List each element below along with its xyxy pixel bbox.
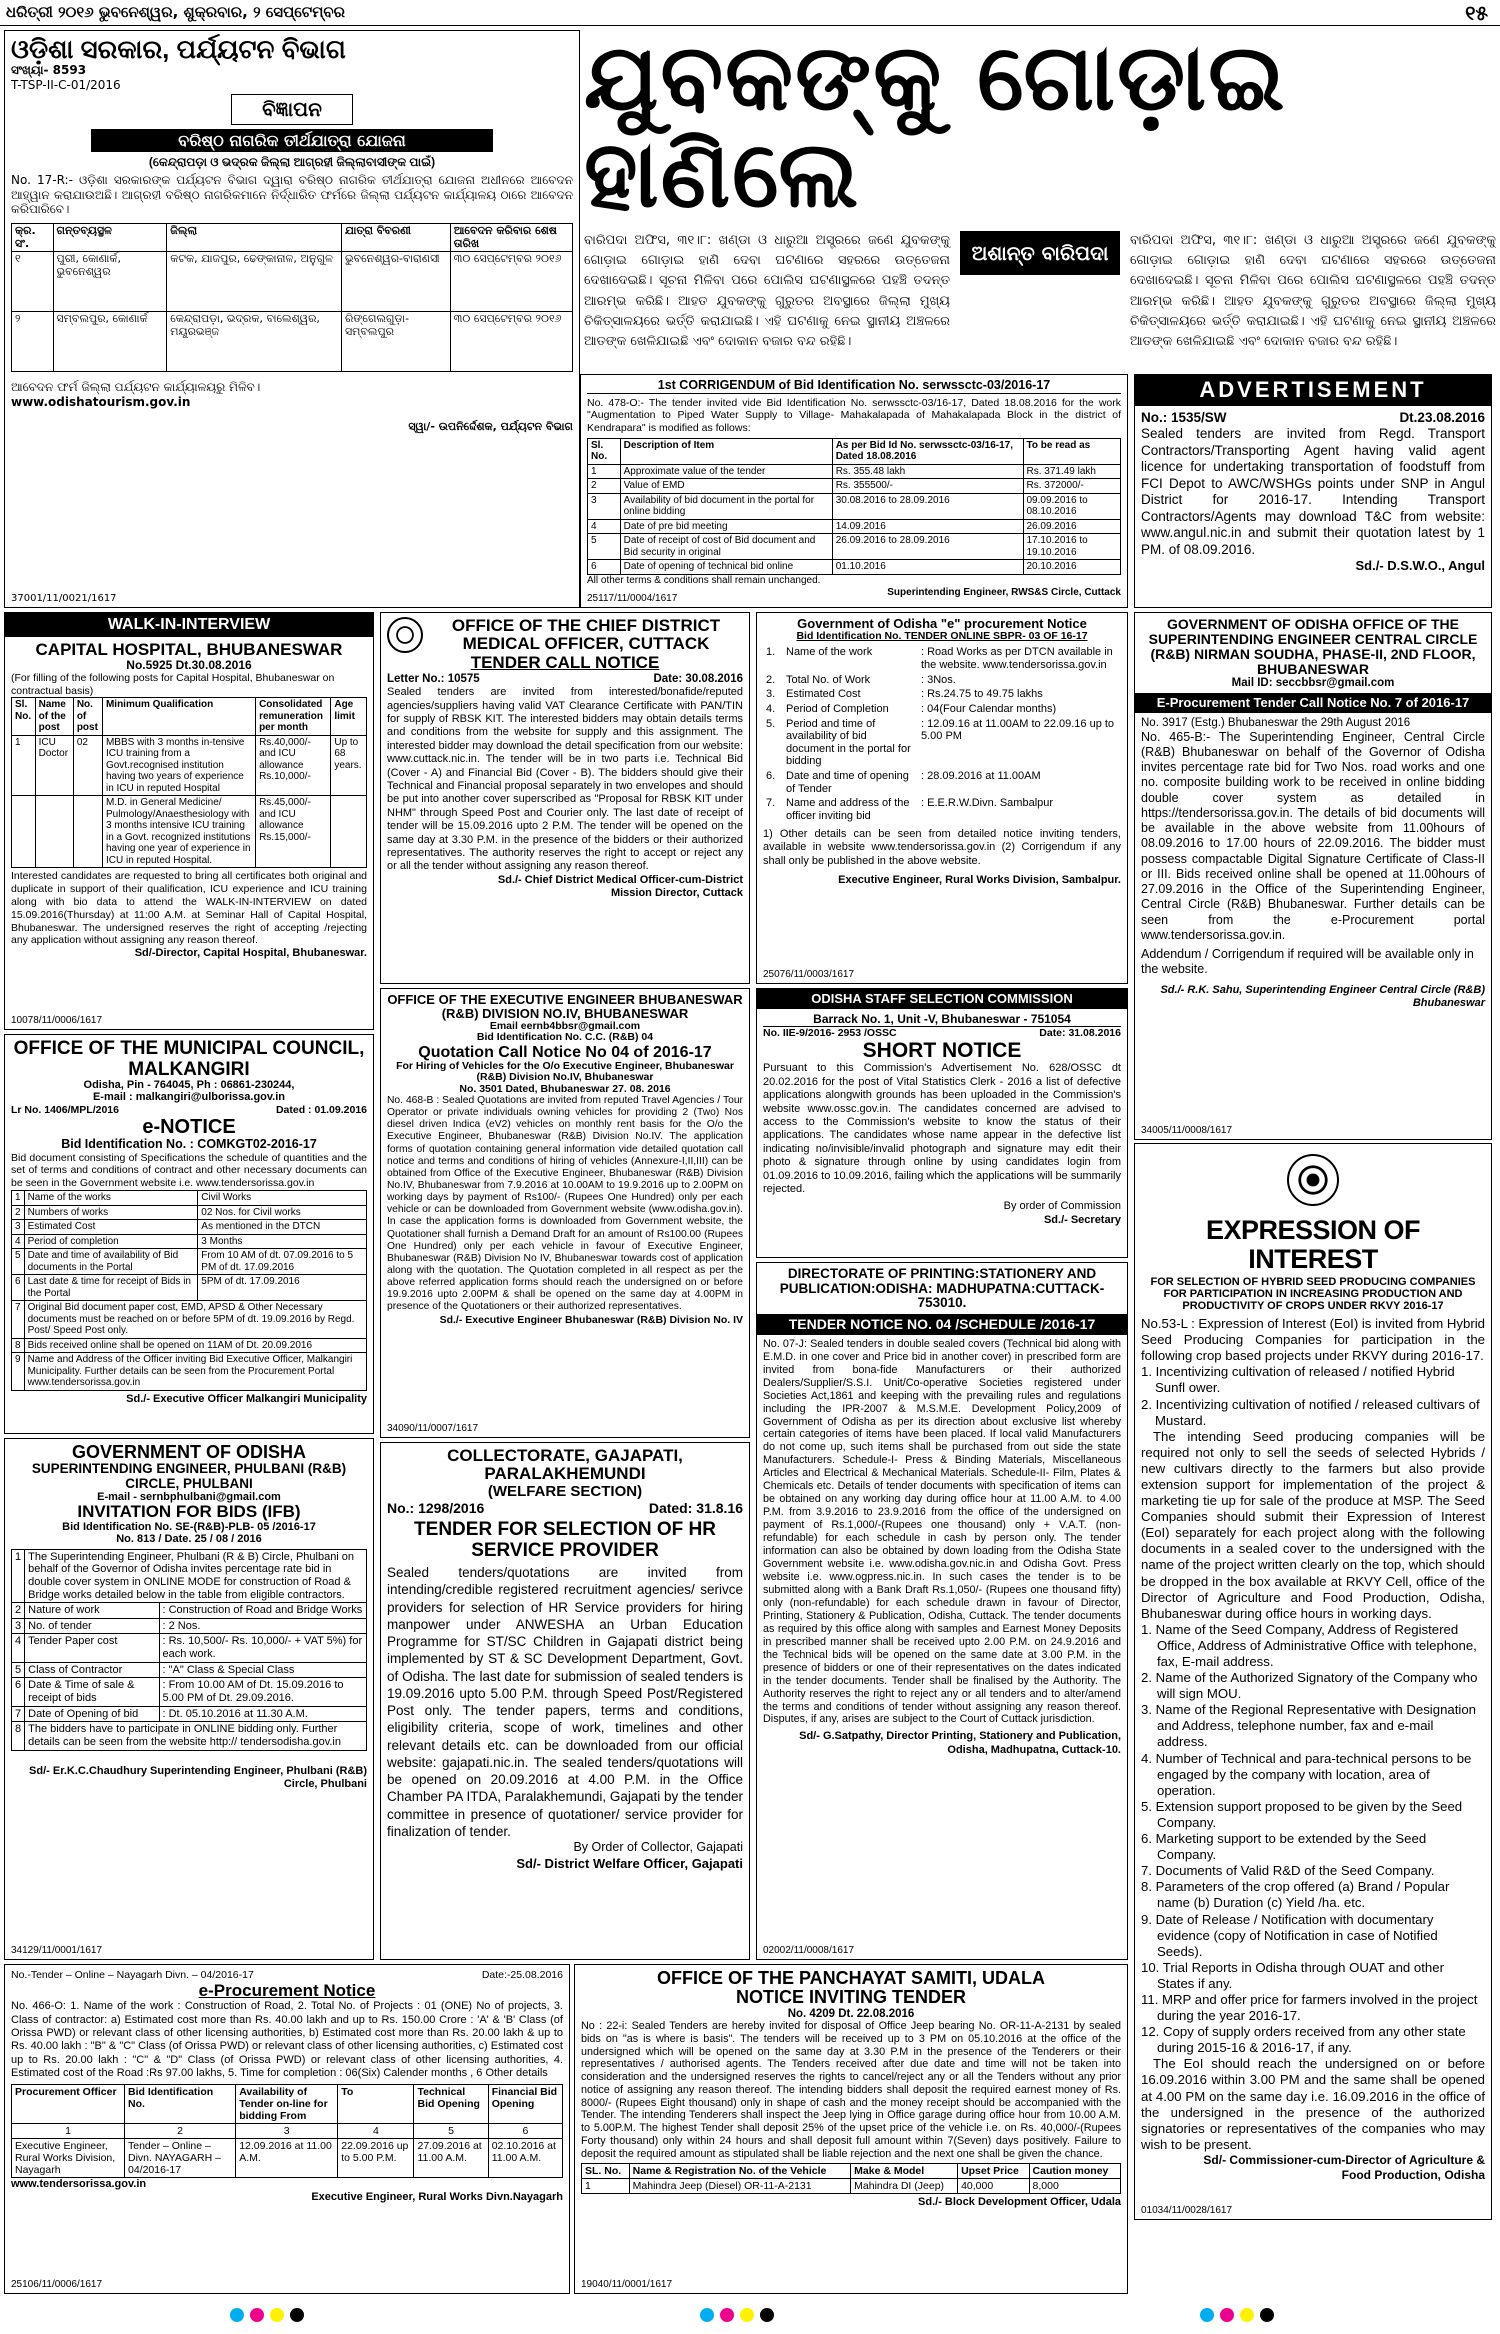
ref-code: 02002/11/0008/1617 — [763, 1944, 855, 1956]
eoi-sub: FOR SELECTION OF HYBRID SEED PRODUCING COMPANIES FOR PARTICIPATION IN INCREASING PRODUCTION AND PRODUCTIVITY OF CROPS UNDER RKVY 2016-17 — [1150, 1276, 1476, 1313]
col-head: Make & Model — [851, 2164, 958, 2179]
corrigendum-body: No. 478-O:- The tender invited vide Bid Identification No. serwssctc-03/16-17, Dated 18.08.2016 for the work "Augmentation to Piped Water Supply to Village- Mahakalapada of Mahakalapada Block in the district of Kendrapara" is modified as follows: — [587, 396, 1121, 435]
list-item: 4. Period of Completion : 04(Four Calendar months) — [766, 702, 1057, 715]
printing-body: No. 07-J: Sealed tenders in double sealed covers (Technical bid along with E.M.D. in one cover and Price bid in another cover) in prescribed form are invited from bona-fide Manufacturers or their authorized Dealers/Supplier/S.S.I. Unit/Co-operative Societies registered under Societies Act,1861 and keeping with the prevailing rules and regulations including the IPR-2007 & M.S.M.E. Development Policy,2009 of Government of Odisha as per its direction about exclusive list whereby certain categories of items have been placed. If local valid Manufacturers do not come up, such items shall be purchased from out side the state Manufacturers. Schedule-I- Press & Binding Materials, Miscellaneous Articles and Electrical & Mechanical Materials. Schedule-II- Film, Plates & Chemicals etc. Details of tender documents with specification of items can be obtained on any working day during office hour at 11.00 A.M. to 4.00 P.M. from 3.9.2016 to 23.9.2016 from the office of the undersigned on payment of Rs.1,000/-(Rupees one thousand) only + V.A.T. (non-refundable) for each schedule in cash by person only. The tender information can also be obtained by down loading from the Odisha State Government website i.e. www.odisha.gov.nic.in and Odisha Govt. Press website i.e. www.ogpress.nic.in. In such cases the tender is to be submitted along with a Bank Draft Rs.1,050/- (Rupees one thousand fifty) only (non-refundable) for each schedule drawn in favour of Director, Printing, Stationery & Publication, Odisha, Cuttack. The tender documents as required by this office along with samples and Earnest Money Deposits in prescribed manner shall be received upto 2.00 P.M. on 24.9.2016 and the Technical bids will be opened on the same date at 3.00 P.M. in the presence of bidders or one of their representatives on the dates indicated in the tender documents. Tender shall be finalised by the Authority. The Authority reserves the right to reject any or all tenders and to alter/amend the terms and conditions of tender without assigning any reason thereof. Disputes, if any, arises are subject to the Court of Cuttack jurisdiction. — [763, 1337, 1121, 1726]
table-row: 6 Date & Time of sale & receipt of bids : From 10.00 AM of Dt. 15.09.2016 to 5.00 PM of Dt. 29.09.2016. — [12, 1678, 367, 1706]
table-row: 5 Class of Contractor : "A" Class & Special Class — [12, 1662, 367, 1678]
gajapati-date: Dated: 31.8.16 — [648, 1499, 743, 1516]
table-row: 1 The Superintending Engineer, Phulbani (R & B) Circle, Phulbani on behalf of the Governor of Odisha invites percentage rate bid in double cover system in ONLINE MODE for construction of Road & Bridge works detailed below in the table from eligible contractors. — [12, 1549, 367, 1603]
sbpr-sub: Bid Identification No. TENDER ONLINE SBPR- 03 OF 16-17 — [796, 630, 1088, 643]
print-registration-strip — [0, 2296, 1500, 2334]
udala-sub: NOTICE INVITING TENDER — [735, 1987, 966, 2008]
list-item: 11. MRP and offer price for farmers involved in the project during the year 2016-17. — [1141, 1991, 1478, 2024]
nayagarh-date: Date:-25.08.2016 — [481, 1969, 563, 1981]
rnb-title: GOVERNMENT OF ODISHA OFFICE OF THE SUPERINTENDING ENGINEER CENTRAL CIRCLE (R&B) NIRMAN SOUDHA, PHASE-II, 2ND FLOOR, BHUBANESWAR — [1148, 616, 1478, 678]
col-head: କ୍ର. ସଂ. — [12, 224, 54, 252]
eoi-sign: Sd/- Commissioner-cum-Director of Agriculture & Food Production, Odisha — [1203, 2152, 1485, 2182]
corrigendum-sign: Superintending Engineer, RWS&S Circle, Cuttack — [887, 587, 1121, 599]
ref-code: 25106/11/0006/1617 — [11, 2278, 103, 2290]
capital-note: (For filling of the following posts for Capital Hospital, Bhubaneswar on contractual basis) — [11, 671, 335, 697]
table-row: 8 Bids received online shall be opened on 11AM of Dt. 20.09.2016 — [12, 1338, 367, 1353]
nayagarh-table: Procurement Officer Bid Identification No. Availability of Tender on-line for bidding From To Technical Bid Opening Financial Bid Opening 1 2 3 4 5 6 Executive Engineer, Rural Works Division, Nayagarh Tender – Online – Divn. NAYAGARH – 04/2016-17 12.09.2016 at 11.00 A.M. 22.09.2016 up to 5.00 P.M. 27.09.2016 at 11.00 A.M. 02.10.2016 at 11.00 A.M. — [11, 2084, 563, 2178]
ref-code: 34090/11/0007/1617 — [387, 1422, 479, 1434]
col-head: Availability of Tender on-line for bidding From — [236, 2084, 338, 2123]
gajapati-sign: Sd/- District Welfare Officer, Gajapati — [516, 1855, 743, 1871]
corrigendum-title: 1st CORRIGENDUM of Bid Identification No. serwssctc-03/2016-17 — [587, 379, 1121, 394]
news-body-1: ବାରିପଦା ଅଫିସ, ୩୧।୮: ଖଣ୍ଡା ଓ ଧାରୁଆ ଅସ୍ତ୍ରରେ ଜଣେ ଯୁବକଙ୍କୁ ଗୋଡ଼ାଇ ଗୋଡ଼ାଇ ହାଣି ଦେବା ଘଟଣାରେ ସହରରେ ଉତ୍ତେଜନା ଦେଖାଦେଇଛି। ସୂଚନା ମିଳିବା ପରେ ପୋଲିସ ଘଟଣାସ୍ଥଳରେ ପହଞ୍ଚି ତଦନ୍ତ ଆରମ୍ଭ କରିଛି। ଆହତ ଯୁବକଙ୍କୁ ଗୁରୁତର ଅବସ୍ଥାରେ ଜିଲ୍ଲା ମୁଖ୍ୟ ଚିକିତ୍ସାଳୟରେ ଭର୍ତ୍ତି କରାଯାଇଛି। ଏହି ଘଟଣାକୁ ନେଇ ସ୍ଥାନୀୟ ଅଞ୍ଚଳରେ ଆତଙ୍କ ଖେଳିଯାଇଛି ଏବଂ ଦୋକାନ ବଜାର ବନ୍ଦ ରହିଛି। — [584, 233, 950, 349]
tourism-title: ଓଡ଼ିଶା ସରକାର, ପର୍ଯ୍ୟଟନ ବିଭାଗ — [11, 34, 346, 64]
col-head: Bid Identification No. — [124, 2084, 235, 2123]
ref-code: 25117/11/0004/1617 — [587, 592, 678, 604]
corrigendum-note: All other terms & conditions shall remain unchanged. — [587, 574, 821, 586]
emblem-icon — [387, 617, 423, 653]
cyan-dot — [230, 2308, 244, 2322]
masthead-date: ଧରିତ୍ରୀ ୨୦୧୬ ଭୁବନେଶ୍ୱର, ଶୁକ୍ରବାର, ୨ ସେପ୍ଟେମ୍ବର — [6, 3, 346, 21]
page-number: ୧୫ — [1465, 1, 1488, 25]
ref-code: 19040/11/0001/1617 — [581, 2278, 673, 2290]
table-row: 2 Value of EMD Rs. 355500/- Rs. 372000/- — [588, 479, 1121, 494]
list-item: 2. Incentivizing cultivation of notified / released cultivars of Mustard. — [1141, 1396, 1480, 1428]
ossc-sign1: By order of Commission — [1003, 1200, 1121, 1213]
tourism-notice — [4, 30, 580, 608]
angul-body: Sealed tenders are invited from Regd. Transport Contractors/Transporting Agent having valid agent licence for undertaking transportation of foodstuff from FCI Depot to AWC/WSHGs points under SNP in Angul District for 2016-17. Intending Transport Contractors/Agents may download T&C from website: www.angul.nic.in and submit their quotation latest by 1 PM. of 08.09.2016. — [1141, 426, 1485, 557]
list-item: 6. Marketing support to be extended by the Seed Company. — [1141, 1831, 1427, 1863]
table-row: 1 Mahindra Jeep (Diesel) OR-11-A-2131 Mahindra DI (Jeep) 40,000 8,000 — [582, 2179, 1121, 2194]
ossc-no: No. IIE-9/2016- 2953 /OSSC — [763, 1026, 897, 1039]
udala-sign: Sd./- Block Development Officer, Udala — [918, 2196, 1121, 2209]
rnb4-body: No. 468-B : Sealed Quotations are invited from reputed Travel Agencies / Tour Operator or private individuals owning vehicles for providing 2 (Two) Nos diesel driven Indica (eV2) vehicles on monthly rent basis for the O/o the Executive Engineer, Bhubaneswar (R&B) Division No.IV. The application forms of quotation containing general information vide detailed quotation call notice and terms and conditions of hiring of vehicles (Annexure-I,II,III) can be obtained from Office of the Executive Engineer, Bhubaneswar (R&B) Division No.IV, Bhubaneswar from 7.9.2016 at 10.00AM to 19.9.2016 up to 2.00PM on working days by payment of Rs100/- (Rupees One Hundred) only per each vehicle or can be downloaded from Government website (www.odisha.gov.in). In case the application forms is downloaded from Government website, the Quotationer shall furnish a Demand Draft for an amount of Rs100.00 (Rupees One Hundred) only per each vehicle in favour of Executive Engineer, Bhubaneswar (R&B) Division No IV, Bhubaneswar towards cost of application along with the quotation. The Quotation completed in all respect as per the above referred application forms should reach the undersigned on or before 19.9.2016 upto 2.00PM & shall be opened on the same day at 4.00PM in presence of the Quotationers or their authorized representatives. — [387, 1094, 743, 1313]
rnb-central-notice — [1134, 612, 1492, 1140]
list-item: 5. Period and time of availability of bid document in the portal for bidding : 12.09.16 at 11.00AM to 22.09.16 up to 5.00 PM — [766, 717, 1115, 768]
tourism-body: No. 17-R:- ଓଡ଼ିଶା ସରକାରଙ୍କ ପର୍ଯ୍ୟଟନ ବିଭାଗ ଦ୍ୱାରା ବରିଷ୍ଠ ନାଗରିକ ତୀର୍ଥଯାତ୍ରା ଯୋଜନା ଅଧୀନରେ ଆବେଦନ ଆହ୍ୱାନ କରାଯାଉଅଛି। ଆଗ୍ରହୀ ବରିଷ୍ଠ ନାଗରିକମାନେ ନିର୍ଦ୍ଧାରିତ ଫର୍ମରେ ଜିଲ୍ଲା ପର୍ଯ୍ୟଟନ କାର୍ଯ୍ୟାଳୟ ଠାରେ ଆବେଦନ କରିପାରିବେ। — [11, 173, 573, 217]
table-row: 5 Date and time of availability of Bid documents in the Portal From 10 AM of dt. 07.09.2016 to 5 PM of dt. 17.09.2016 — [12, 1249, 367, 1275]
list-item: 1. Name of the work : Road Works as per DTCN available in the website. www.tendersorissa.gov.in — [766, 646, 1113, 671]
nayagarh-sign: Executive Engineer, Rural Works Divn.Nayagarh — [311, 2191, 563, 2204]
gajapati-body: Sealed tenders/quotations are invited from intending/credible registered recruitment agencies/ serivce providers for selection of HR Service providers for hiring manpower under ANWESHA an Urban Education Programme for ST/SC Children in Gajapati district being implemented by ST & SC Development Department, Govt. of Odisha. The last date for submission of sealed tenders is 19.09.2016 upto 5.00 P.M. through Speed Post/Registered Post only. The tender papers, terms and conditions, eligibility criteria, scope of work, timelines and other relevant details etc. can be downloaded from our official website: gajapati.nic.in. The sealed tenders/quotations will be opened on 20.09.2016 at 4.00 P.M. in the Office Chamber PA ITDA, Paralakhemundi, Gajapati by the tender committee in presence of quotationer/ service provider for finalization of tender. — [387, 1565, 743, 1839]
capital-body: Interested candidates are requested to bring all certificates both original and duplicate in support of their qualification, ICU experience and ICU training along with bio data to attend the WALK-IN-INTERVIEW on dated 15.09.2016(Thursday) at 11:00 A.M. at Seminar Hall of Capital Hospital, Bhubaneswar. The undersigned reserves the right of accepting /rejecting any application without assigning any reason thereof. — [11, 870, 367, 947]
capital-sign: Sd/-Director, Capital Hospital, Bhubaneswar. — [134, 947, 367, 960]
ref-code: 01034/11/0028/1617 — [1141, 2204, 1233, 2216]
col-head: To be read as — [1023, 438, 1121, 464]
tourism-table — [11, 223, 573, 372]
gajapati-notice — [380, 1442, 750, 1960]
malkangiri-sign: Sd./- Executive Officer Malkangiri Municipality — [126, 1392, 367, 1405]
col-head: Technical Bid Opening — [414, 2084, 488, 2123]
magenta-dot — [1220, 2308, 1234, 2322]
gajapati-sign1: By Order of Collector, Gajapati — [573, 1840, 743, 1855]
col-head: Age limit — [331, 698, 367, 736]
black-dot — [760, 2308, 774, 2322]
magenta-dot — [250, 2308, 264, 2322]
col-head: Sl. No. — [12, 698, 36, 736]
ref-code: 25076/11/0003/1617 — [763, 968, 855, 980]
list-item: 8. Parameters of the crop offered (a) Brand / Popular name (b) Duration (c) Yield /ha. etc. — [1141, 1879, 1450, 1911]
rnb-body: No. 465-B:- The Superintending Engineer, Central Circle (R&B) Bhubaneswar on behalf of the Governor of Odisha invites percentage rate bid for Two Nos. road works and one no. composite building work to be received in online bidding double cover system as detailed in https://tendersorissa.gov.in. The details of bid documents will be available in the above website from 11.00hours of 08.09.2016 to 17.00 hours of 22.09.2016. The bidder must possess compactable Digital Signature Certificate of Class-II or III. Bids received online shall be opened at 11.00hours of 27.09.2016 in the Office of the Superintending Engineer, Central Circle (R&B) Bhubaneswar. Further details can be seen from the e-Procurement portal www.tendersorissa.gov.in. — [1141, 729, 1485, 942]
cdmo-letter: Letter No.: 10575 — [387, 673, 480, 686]
table-row: 1 Name of the works Civil Works — [12, 1191, 367, 1206]
nayagarh-web: www.tendersorissa.gov.in — [11, 2178, 147, 2191]
angul-title: ADVERTISEMENT — [1135, 375, 1491, 406]
angul-sign: Sd./- D.S.W.O., Angul — [1355, 558, 1485, 574]
malkangiri-notice — [4, 1034, 374, 1434]
col-head: SL. No. — [582, 2164, 630, 2179]
tourism-no: ସଂଖ୍ୟା- 8593 — [11, 63, 87, 78]
ossc-sign: Sd./- Secretary — [1043, 1213, 1121, 1226]
col-head: No. of post — [73, 698, 102, 736]
nayagarh-title: e-Procurement Notice — [198, 1980, 376, 2000]
corrigendum-table — [587, 438, 1121, 575]
phulbani-table — [11, 1549, 367, 1751]
cdmo-sign: Sd./- Chief District Medical Officer-cum-District Mission Director, Cuttack — [497, 873, 743, 900]
malkangiri-title: OFFICE OF THE MUNICIPAL COUNCIL, MALKANGIRI — [13, 1038, 365, 1080]
capital-bar: WALK-IN-INTERVIEW — [5, 613, 373, 637]
news-dateline: ଅଶାନ୍ତ ବାରିପଦା — [960, 231, 1120, 275]
ref-code: 10078/11/0006/1617 — [11, 1014, 103, 1026]
udala-body: No : 22-i: Sealed Tenders are hereby invited for disposal of Office Jeep bearing No. OR-11-A-2131 by sealed bids on "as is where is basis". The tenders will be received up to 3 PM on 05.10.2016 at the office of the undersigned which will be opened on the same day at 3.30 P.M in the presence of the Tenderers or their representatives / authorised agents. The Tenders received after due date and time will not be taken into consideration and the undersigned reserves the rights to cancel/reject any or all the Tenders without any prior notice of assigning any reason thereof. The intending bidders shall deposit the required earnest money of Rs. 8000/- (Rupees Eight thousand) only in shape of cash and the money receipt should be accompanied with the Tender. The intending Tenderers shall inspect the Jeep lying in Office garage during office hour from 10.00 A.M. to 5.00P.M. The highest Tender shall deposit 25% of the upset price of the vehicle i.e. on Rs. 40,000/-(Rupees Forty thousand) only within 24 hours and shall deposit full amount within 7(Seven) days positively. Failure to deposit the required amount as stipulated shall be liable rejection and the next one shall be given the chance. — [581, 2020, 1121, 2160]
ossc-body: Pursuant to this Commission's Advertisement No. 628/OSSC dt 20.02.2016 for the post of Vital Statistics Clerk - 2016 a list of defective applications alongwith grounds has been uploaded in the Commission's website www.ossc.gov.in. The candidates concerned are advised to access to the Commission's website to know the status of their applications. The candidates whose name appear in the defective list indicating no/invisible/invalid photograph and signature may edit their photo & signature through online by using candidates login from 01.09.2016 to 10.09.2016, failing which the applications will be summarily rejected. — [763, 1062, 1121, 1195]
list-item: 2. Name of the Authorized Signatory of the Company who will sign MOU. — [1141, 1670, 1478, 1702]
rnb-add: Addendum / Corrigendum if required will be available only in the website. — [1141, 947, 1474, 977]
gajapati-no: No.: 1298/2016 — [387, 1499, 485, 1516]
rnb-mail: Mail ID: seccbbsr@gmail.com — [1231, 677, 1395, 690]
angul-advertisement — [1134, 374, 1492, 608]
ref-code: 37001/11/0021/1617 — [11, 592, 117, 604]
col-head: Sl. No. — [588, 438, 621, 464]
table-row: 6 Last date & time for receipt of Bids in the Portal 5PM of dt. 17.09.2016 — [12, 1275, 367, 1301]
capital-table — [11, 697, 367, 868]
capital-no: No.5925 Dt.30.08.2016 — [126, 657, 252, 672]
list-item: 5. Extension support proposed to be given by the Seed Company. — [1141, 1798, 1463, 1830]
malkangiri-addr: Odisha, Pin - 764045, Ph : 06861-230244, — [83, 1079, 295, 1092]
rnb-div4-notice — [380, 988, 750, 1438]
black-dot — [1260, 2308, 1274, 2322]
cdmo-sub: TENDER CALL NOTICE — [470, 652, 660, 672]
table-row: 7 Original Bid document paper cost, EMD, APSD & Other Necessary documents must be reached on or before 5PM of dt. 19.09.2016 by Regd. Post/ Speed Post only. — [12, 1301, 367, 1339]
col-head: Description of Item — [620, 438, 832, 464]
table-row: 2 Nature of work : Construction of Road and Bridge Works — [12, 1603, 367, 1619]
table-row: ୨ ସମ୍ବଲପୁର, କୋଣାର୍କ କେନ୍ଦ୍ରାପଡ଼ା, ଭଦ୍ରକ, ବାଲେଶ୍ୱର, ମୟୂରଭଞ୍ଜ ରିଙ୍ଗେଲଗୁଡ଼ା-ସମ୍ବଲପୁର ୩୦ ସେପ୍ଟେମ୍ବର ୨୦୧୬ — [12, 312, 573, 372]
table-row: 3 Estimated Cost As mentioned in the DTCN — [12, 1220, 367, 1235]
col-head: ଜିଲ୍ଲା — [167, 224, 342, 252]
sbpr-body: 1) Other details can be seen from detailed notice inviting tenders, available in website www.tendersorissa.gov.in (2) Corrigendum if any shall only be published in the above website. — [763, 827, 1121, 867]
printing-sign: Sd/- G.Satpathy, Director Printing, Stationery and Publication, Odisha, Madhupatna, Cuttack-10. — [799, 1730, 1121, 1756]
table-row: 4 Period of completion 3 Months — [12, 1234, 367, 1249]
cyan-dot — [700, 2308, 714, 2322]
ossc-title: ODISHA STAFF SELECTION COMMISSION — [757, 989, 1127, 1009]
table-row: 1 ICU Doctor 02 MBBS with 3 months in-tensive ICU training from a Govt.recognised institution having two years of experience in ICU in reputed Hospital Rs.40,000/- and ICU allowance Rs.10,000/- Up to 68 years. — [12, 735, 367, 796]
col-head: Consolidated remuneration per month — [256, 698, 331, 736]
ossc-sub: SHORT NOTICE — [862, 1038, 1022, 1062]
list-item: 6. Date and time of opening of Tender : 28.09.2016 at 11.00AM — [766, 770, 1041, 795]
table-row: 8 The bidders have to participate in ONLINE bidding only. Further details can be seen from the website http:// tendersodisha.gov.in — [12, 1722, 367, 1750]
rnb4-sign: Sd./- Executive Engineer Bhubaneswar (R&B) Division No. IV — [439, 1313, 743, 1326]
cdmo-notice — [380, 612, 750, 984]
ref-code: 34005/11/0008/1617 — [1141, 1124, 1233, 1136]
list-item: 9. Date of Release / Notification with documentary evidence (copy of Notification in case of Notified Seeds). — [1141, 1911, 1438, 1959]
ref-code: 34129/11/0001/1617 — [11, 1944, 103, 1956]
col-head: Upset Price — [958, 2164, 1029, 2179]
list-item: 7. Name and address of the officer inviting bid : E.E.R.W.Divn. Sambalpur — [766, 797, 1054, 823]
eoi-body: The intending Seed producing companies will be required not only to sell the seeds of selected Hybrids / new cultivars directly to the farmers but also provide extension support for implementation of the project & marketing tie up for sale of the produce at MSP. The Seed Companies should submit their Expression of Interest (EoI) separately for each project along with the following documents in a sealed cover to the undersigned with the name of the project written clearly on the top, which should be dropped in the box available at RKVY Cell, office of the Director of Agriculture and Food Production, Odisha, Bhubaneswar during office hours in working days. — [1141, 1428, 1485, 1621]
angul-date: Dt.23.08.2016 — [1399, 409, 1485, 425]
table-row: 2 Numbers of works 02 Nos. for Civil works — [12, 1205, 367, 1220]
col-head: ଯାତ୍ରା ବିବରଣୀ — [341, 224, 450, 252]
malkangiri-body: Bid document consisting of Specifications the schedule of quantities and the set of terms and conditions of contract and other necessary documents can be seen in the Government website i.e. www.tendersorissa.gov.in — [11, 1151, 367, 1190]
tourism-tsp: T-TSP-II-C-01/2016 — [11, 77, 121, 92]
sambalpur-notice — [756, 612, 1128, 984]
gajapati-sub: (WELFARE SECTION) — [487, 1482, 643, 1500]
tourism-sub: (କେନ୍ଦ୍ରାପଡ଼ା ଓ ଭଦ୍ରକ ଜିଲ୍ଲା ଆଗ୍ରହୀ ଜିଲ୍ଲାବାସୀଙ୍କ ପାଇଁ) — [148, 155, 436, 170]
phulbani-sign: Sd/- Er.K.C.Chaudhury Superintending Engineer, Phulbani (R&B) Circle, Phulbani — [29, 1764, 367, 1790]
rnb4-sub2: For Hiring of Vehicles for the O/o Executive Engineer, Bhubaneswar (R&B) Division No.IV, Bhubaneswar — [396, 1059, 734, 1084]
eoi-closing: The EoI should reach the undersigned on or before 16.09.2016 within 3.00 PM and the same shall be opened at 4.00 PM on the same day i.e. 16.09.2016 in the office of the undersigned in the presence of the authorized signatories or representatives of the companies who may wish to be present. — [1141, 2056, 1485, 2152]
tourism-web: www.odishatourism.gov.in — [11, 394, 191, 409]
malkangiri-lr: Lr No. 1406/MPL/2016 — [11, 1103, 119, 1116]
udala-no: No. 4209 Dt. 22.08.2016 — [787, 2007, 915, 2020]
udala-title: OFFICE OF THE PANCHAYAT SAMITI, UDALA — [656, 1968, 1045, 1988]
table-row: 9 Name and Address of the Officer inviting Bid Executive Officer, Malkangiri Municipality. Further details can be seen from the Procurement Portal www.tendersorissa.gov.in — [12, 1353, 367, 1391]
nayagarh-notice — [4, 1964, 570, 2294]
rnb-bar: E-Procurement Tender Call Notice No. 7 of 2016-17 — [1135, 693, 1491, 713]
yellow-dot — [1240, 2308, 1254, 2322]
cyan-dot — [1200, 2308, 1214, 2322]
rnb4-bid: Bid Identification No. C.C. (R&B) 04 — [476, 1031, 654, 1044]
malkangiri-mail: E-mail : malkangiri@ulborissa.gov.in — [92, 1090, 286, 1103]
masthead — [0, 0, 1500, 26]
tourism-sign: ସ୍ୱା/- ଉପନିର୍ଦ୍ଦେଶକ, ପର୍ଯ୍ୟଟନ ବିଭାଗ — [408, 419, 573, 433]
col-head: As per Bid Id No. serwssctc-03/16-17, Dated 18.08.2016 — [832, 438, 1023, 464]
col-head: Procurement Officer — [12, 2084, 125, 2123]
phulbani-mail: E-mail - sernbphulbani@gmail.com — [97, 1490, 281, 1503]
table-row: 4 Tender Paper cost : Rs. 10,500/- Rs. 10,000/- + VAT 5%) for each work. — [12, 1634, 367, 1662]
printing-notice — [756, 1262, 1128, 1960]
col-head: Name & Registration No. of the Vehicle — [629, 2164, 851, 2179]
yellow-dot — [270, 2308, 284, 2322]
news-body-2: ବାରିପଦା ଅଫିସ, ୩୧।୮: ଖଣ୍ଡା ଓ ଧାରୁଆ ଅସ୍ତ୍ରରେ ଜଣେ ଯୁବକଙ୍କୁ ଗୋଡ଼ାଇ ଗୋଡ଼ାଇ ହାଣି ଦେବା ଘଟଣାରେ ସହରରେ ଉତ୍ତେଜନା ଦେଖାଦେଇଛି। ସୂଚନା ମିଳିବା ପରେ ପୋଲିସ ଘଟଣାସ୍ଥଳରେ ପହଞ୍ଚି ତଦନ୍ତ ଆରମ୍ଭ କରିଛି। ଆହତ ଯୁବକଙ୍କୁ ଗୁରୁତର ଅବସ୍ଥାରେ ଜିଲ୍ଲା ମୁଖ୍ୟ ଚିକିତ୍ସାଳୟରେ ଭର୍ତ୍ତି କରାଯାଇଛି। ଏହି ଘଟଣାକୁ ନେଇ ସ୍ଥାନୀୟ ଅଞ୍ଚଳରେ ଆତଙ୍କ ଖେଳିଯାଇଛି ଏବଂ ଦୋକାନ ବଜାର ବନ୍ଦ ରହିଛି। — [1130, 233, 1496, 349]
table-row: 4 Date of pre bid meeting 14.09.2016 26.09.2016 — [588, 519, 1121, 534]
table-row: 7 Date of Opening of bid : Dt. 05.10.2016 at 11.30 A.M. — [12, 1706, 367, 1722]
sbpr-title: Government of Odisha "e" procurement Notice — [797, 616, 1087, 631]
cdmo-body: Sealed tenders are invited from interested/bonafide/reputed agencies/suppliers having valid VAT Clearance Certificate with PAN/TIN for supply of RBSK KIT. The interested bidders may obtain details terms and conditions from the website for supply and this assignment. The interested bidder may download the detail specification from our website: www.cuttack.nic.in. The tender will be in two parts i.e. Technical Bid (Cover - A) and Financial Bid (Cover - B). The bidders should give their Technical and Financial proposal separately in two envelopes and should be put into another cover superscribed as "Proposal for RBSK KIT under NHM" through Speed Post and Courier only. The last date of receipt of tender will be 15.09.2016 upto 2 P.M. The tender will be opened on the same day at 3.30 P.M. in the presence of the bidders or their authorized representatives. The authority reserves the right to accept or reject any or all the tender without assigning any reason thereof. — [387, 686, 743, 873]
black-dot — [290, 2308, 304, 2322]
eoi-notice — [1134, 1143, 1492, 2220]
malkangiri-table — [11, 1190, 367, 1391]
eoi-title: EXPRESSION OF INTEREST — [1205, 1215, 1421, 1275]
news-story — [584, 30, 1496, 370]
rnb-sign: Sd./- R.K. Sahu, Superintending Engineer Central Circle (R&B) Bhubaneswar — [1160, 983, 1485, 1010]
udala-notice — [574, 1964, 1128, 2294]
list-item: 10. Trial Reports in Odisha through OUAT and other States if any. — [1141, 1959, 1444, 1991]
cdmo-title: OFFICE OF THE CHIEF DISTRICT MEDICAL OFFICER, CUTTACK — [451, 616, 721, 654]
list-item: 3. Estimated Cost : Rs.24.75 to 49.75 lakhs — [766, 688, 1043, 701]
magenta-dot — [720, 2308, 734, 2322]
table-row: 5 Date of receipt of cost of Bid document and Bid security in original 26.09.2016 to 28.09.2016 17.10.2016 to 19.10.2016 — [588, 534, 1121, 560]
phulbani-title: GOVERNMENT OF ODISHA — [71, 1442, 306, 1462]
col-head: Name of the post — [35, 698, 73, 736]
sbpr-sign: Executive Engineer, Rural Works Division, Sambalpur. — [838, 873, 1121, 886]
tourism-footer: ଆବେଦନ ଫର୍ମ ଜିଲ୍ଲା ପର୍ଯ୍ୟଟନ କାର୍ଯ୍ୟାଳୟରୁ ମିଳିବ। — [11, 380, 261, 395]
phulbani-notice — [4, 1438, 374, 1960]
gajapati-title: COLLECTORATE, GAJAPATI, PARALAKHEMUNDI — [447, 1446, 683, 1484]
phulbani-bid: Bid Identification No. SE-(R&B)-PLB- 05 /2016-17 — [62, 1520, 316, 1533]
table-row: 3 Availability of bid document in the portal for online bidding 30.08.2016 to 28.09.2016 09.09.2016 to 08.10.2016 — [588, 493, 1121, 519]
table-row: 6 Date of opening of technical bid online 01.10.2016 20.10.2016 — [588, 560, 1121, 575]
table-row: 3 No. of tender : 2 Nos. — [12, 1618, 367, 1634]
rnb4-title: OFFICE OF THE EXECUTIVE ENGINEER BHUBANESWAR (R&B) DIVISION NO.IV, BHUBANESWAR — [387, 992, 743, 1022]
phulbani-sub2: INVITATION FOR BIDS (IFB) — [77, 1502, 301, 1522]
col-head: ଆବେଦନ କରିବାର ଶେଷ ତାରିଖ — [450, 224, 572, 252]
phulbani-sub: SUPERINTENDING ENGINEER, PHULBANI (R&B) CIRCLE, PHULBANI — [31, 1461, 347, 1492]
list-item: 2. Total No. of Work : 3Nos. — [766, 673, 956, 686]
news-headline: ଯୁବକଙ୍କୁ ଗୋଡ଼ାଇ ହାଣିଲେ — [584, 30, 1287, 228]
col-head: Financial Bid Opening — [488, 2084, 562, 2123]
col-head: Caution money — [1029, 2164, 1120, 2179]
printing-title: DIRECTORATE OF PRINTING:STATIONERY AND PUBLICATION:ODISHA: MADHUPATNA:CUTTACK-753010. — [779, 1266, 1105, 1311]
rnb-no: No. 3917 (Estg.) Bhubaneswar the 29th August 2016 — [1141, 716, 1411, 729]
table-row: ୧ ପୁରୀ, କୋଣାର୍କ, ଭୁବନେଶ୍ୱର କଟକ, ଯାଜପୁର, ଢେଙ୍କାନାଳ, ଅନୁଗୁଳ ଭୁବନେଶ୍ୱର-ବାରାଣସୀ ୩୦ ସେପ୍ଟେମ୍ବର ୨୦୧୬ — [12, 252, 573, 312]
capital-title: CAPITAL HOSPITAL, BHUBANESWAR — [35, 639, 343, 659]
phulbani-no: No. 813 / Date. 25 / 08 / 2016 — [116, 1532, 262, 1545]
table-row: Executive Engineer, Rural Works Division, Nayagarh Tender – Online – Divn. NAYAGARH – 04/2016-17 12.09.2016 at 11.00 A.M. 22.09.2016 up to 5.00 P.M. 27.09.2016 at 11.00 A.M. 02.10.2016 at 11.00 A.M. — [12, 2138, 563, 2177]
yellow-dot — [740, 2308, 754, 2322]
eoi-intro: No.53-L : Expression of Interest (EoI) is invited from Hybrid Seed Producing Companies for participation in the following crop based projects under RKVY during 2016-17. — [1141, 1316, 1485, 1364]
col-head: To — [338, 2084, 414, 2123]
list-item: 1. Incentivizing cultivation of released / notified Hybrid Sunfl ower. — [1141, 1364, 1455, 1396]
cdmo-date: Date: 30.08.2016 — [653, 673, 743, 686]
col-head: Minimum Qualification — [102, 698, 255, 736]
list-item: 3. Name of the Regional Representative with Designation and Address, telephone number, fax and e-mail address. — [1141, 1702, 1477, 1750]
list-item: 12. Copy of supply orders received from any other state during 2015-16 & 2016-17, if any. — [1141, 2024, 1466, 2056]
corrigendum-notice — [580, 374, 1128, 608]
udala-table — [581, 2163, 1121, 2194]
list-item: 4. Number of Technical and para-technical persons to be engaged by the company with location, area of operation. — [1141, 1750, 1472, 1798]
ossc-addr: Barrack No. 1, Unit -V, Bhubaneswar - 751054 — [763, 1013, 1121, 1027]
tourism-ad-label: ବିଜ୍ଞାପନ — [231, 94, 353, 124]
table-row: 1 Approximate value of the tender Rs. 355.48 lakh Rs. 371.49 lakh — [588, 464, 1121, 479]
list-item: 1. Name of the Seed Company, Address of Registered Office, Address of Administrative Office with telephone, fax, E-mail address. — [1141, 1621, 1477, 1669]
ossc-date: Date: 31.08.2016 — [1039, 1026, 1121, 1039]
angul-no: No.: 1535/SW — [1141, 409, 1227, 425]
rnb4-sub: Quotation Call Notice No 04 of 2016-17 — [418, 1043, 712, 1061]
rnb4-no: No. 3501 Dated, Bhubaneswar 27. 08. 2016 — [459, 1082, 671, 1095]
col-head: ଗନ୍ତବ୍ୟସ୍ଥଳ — [53, 224, 167, 252]
tourism-scheme: ବରିଷ୍ଠ ନାଗରିକ ତୀର୍ଥଯାତ୍ରା ଯୋଜନା — [91, 129, 493, 153]
malkangiri-date: Dated : 01.09.2016 — [275, 1103, 367, 1116]
malkangiri-sub: e-NOTICE — [142, 1115, 236, 1138]
nayagarh-body: No. 466-O: 1. Name of the work : Construction of Road, 2. Total No. of Projects : 01 (ONE) No of projects, 3. Class of contractor: a) Estimated cost more than Rs. 40.00 lakh and up to Rs. 150.00 Crore : 'A' & 'B' Class (of Orissa PWD) or relevant class of other licensing authorities, b) Estimated cost more than Rs. 20.00 lakh & up to Rs. 40.00 lakh : "B" & "C" Class (of Orissa PWD) or relevant class of other licensing authorities, c) Estimated cost up to Rs. 20.00 lakh : "C" & "D" Class (of Orissa PWD) or relevant class of other licensing authorities, 4. Estimated cost of the Road :Rs 97.00 lakhs, 5. Time for completion : 06(Six) Calender months , 6 Other details — [11, 2000, 563, 2080]
nayagarh-top: No.-Tender – Online – Nayagarh Divn. – 04/2016-17 — [11, 1969, 254, 1981]
emblem-icon — [1287, 1154, 1339, 1206]
list-item: 7. Documents of Valid R&D of the Seed Company. — [1141, 1863, 1435, 1879]
table-row: M.D. in General Medicine/ Pulmology/Anaesthesiology with 3 months intensive ICU training in a Govt. recognized institutions having one year of experience in ICU in reputed Hospital. Rs.45,000/- and ICU allowance Rs.15,000/- — [12, 796, 367, 868]
rnb4-mail: Email eernb4bbsr@gmail.com — [489, 1020, 641, 1033]
sbpr-items — [763, 645, 1121, 823]
printing-bar: TENDER NOTICE NO. 04 /SCHEDULE /2016-17 — [757, 1314, 1127, 1335]
ossc-notice — [756, 988, 1128, 1258]
malkangiri-bid: Bid Identification No. : COMKGT02-2016-17 — [61, 1137, 317, 1152]
gajapati-sub2: TENDER FOR SELECTION OF HR SERVICE PROVIDER — [414, 1518, 716, 1561]
capital-hospital-notice — [4, 612, 374, 1030]
